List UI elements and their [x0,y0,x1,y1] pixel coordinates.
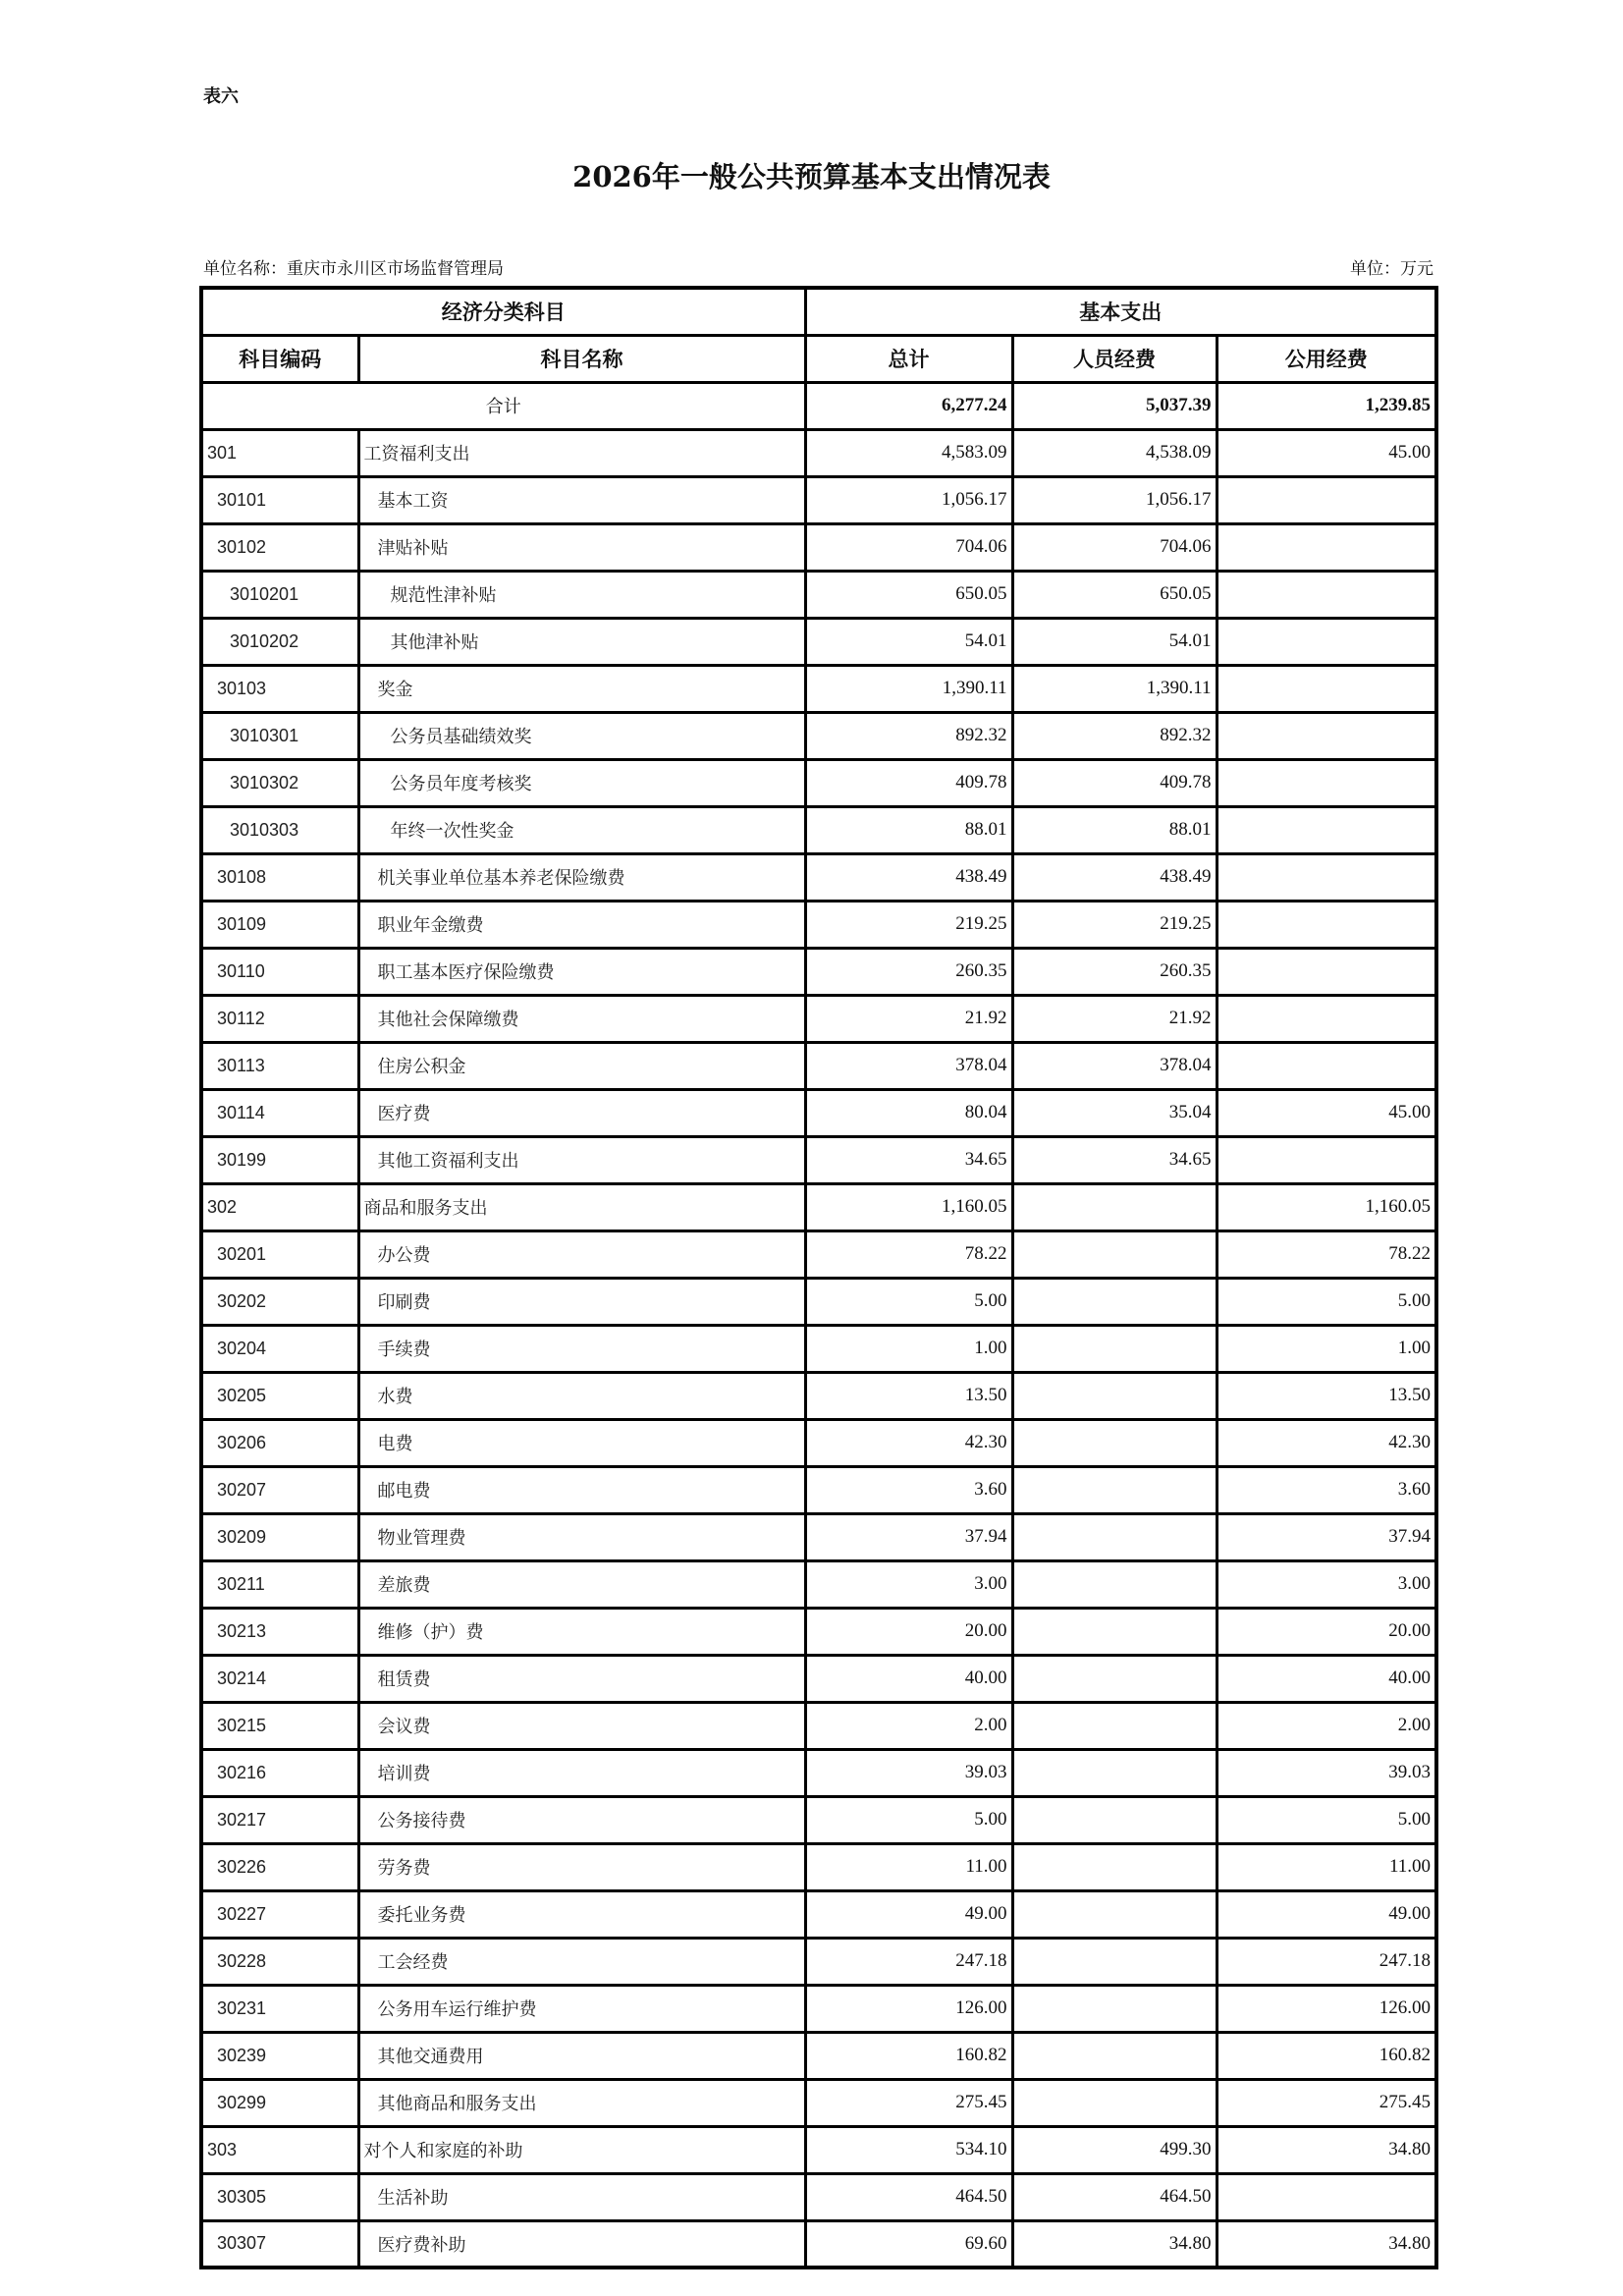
row-public [1217,1042,1436,1089]
header-personnel: 人员经费 [1012,335,1217,382]
row-name: 住房公积金 [358,1042,805,1089]
row-total: 21.92 [805,995,1012,1042]
row-public [1217,2173,1436,2220]
table-row [201,948,1436,995]
row-total: 1,390.11 [805,665,1012,712]
header-econ-class: 经济分类科目 [201,288,805,335]
row-name: 商品和服务支出 [358,1183,805,1230]
row-code: 30202 [201,1278,358,1325]
row-public: 1,160.05 [1217,1183,1436,1230]
unit-name-label: 单位名称：重庆市永川区市场监督管理局 [203,259,504,279]
row-name: 印刷费 [358,1278,805,1325]
table-row [201,2079,1436,2126]
table-row [201,1796,1436,1843]
table-row [201,1749,1436,1796]
row-code: 30217 [201,1796,358,1843]
row-public: 3.00 [1217,1560,1436,1608]
row-name: 医疗费补助 [358,2220,805,2268]
row-code: 3010202 [201,618,358,665]
row-code: 30201 [201,1230,358,1278]
row-code: 30108 [201,853,358,901]
row-public: 247.18 [1217,1938,1436,1985]
row-public: 3.60 [1217,1466,1436,1513]
table-row [201,2032,1436,2079]
row-public: 40.00 [1217,1655,1436,1702]
row-code: 30228 [201,1938,358,1985]
row-name: 规范性津补贴 [358,571,805,618]
row-personnel: 1,390.11 [1012,665,1217,712]
row-total: 438.49 [805,853,1012,901]
row-name: 奖金 [358,665,805,712]
total-label: 合计 [201,382,805,429]
row-public: 34.80 [1217,2220,1436,2268]
row-code: 3010201 [201,571,358,618]
row-total: 892.32 [805,712,1012,759]
row-public [1217,712,1436,759]
row-name: 劳务费 [358,1843,805,1890]
row-code: 30209 [201,1513,358,1560]
row-name: 公务用车运行维护费 [358,1985,805,2032]
table-row [201,1230,1436,1278]
row-total: 247.18 [805,1938,1012,1985]
row-name: 其他工资福利支出 [358,1136,805,1183]
row-personnel: 704.06 [1012,523,1217,571]
row-total: 1,160.05 [805,1183,1012,1230]
table-row [201,1466,1436,1513]
row-code: 30206 [201,1419,358,1466]
row-code: 30214 [201,1655,358,1702]
row-name: 津贴补贴 [358,523,805,571]
row-code: 30102 [201,523,358,571]
row-total: 49.00 [805,1890,1012,1938]
total-row [201,382,1436,429]
row-code: 30103 [201,665,358,712]
row-name: 医疗费 [358,1089,805,1136]
row-name: 职业年金缴费 [358,901,805,948]
row-public: 78.22 [1217,1230,1436,1278]
table-row [201,806,1436,853]
table-row [201,1419,1436,1466]
row-personnel [1012,1938,1217,1985]
row-name: 差旅费 [358,1560,805,1608]
row-code: 3010303 [201,806,358,853]
row-public: 42.30 [1217,1419,1436,1466]
row-name: 其他商品和服务支出 [358,2079,805,2126]
row-name: 手续费 [358,1325,805,1372]
row-personnel [1012,2079,1217,2126]
row-total: 88.01 [805,806,1012,853]
row-public: 49.00 [1217,1890,1436,1938]
row-public: 37.94 [1217,1513,1436,1560]
header-row-group [201,288,1436,335]
row-public: 20.00 [1217,1608,1436,1655]
row-name: 机关事业单位基本养老保险缴费 [358,853,805,901]
row-personnel: 35.04 [1012,1089,1217,1136]
row-personnel: 260.35 [1012,948,1217,995]
row-code: 30204 [201,1325,358,1372]
row-code: 30113 [201,1042,358,1089]
row-public: 45.00 [1217,1089,1436,1136]
row-code: 30213 [201,1608,358,1655]
row-public: 275.45 [1217,2079,1436,2126]
row-public: 160.82 [1217,2032,1436,2079]
row-total: 3.00 [805,1560,1012,1608]
row-total: 80.04 [805,1089,1012,1136]
row-total: 37.94 [805,1513,1012,1560]
row-public: 45.00 [1217,429,1436,476]
row-total: 260.35 [805,948,1012,995]
row-personnel [1012,1985,1217,2032]
table-row [201,712,1436,759]
row-total: 78.22 [805,1230,1012,1278]
row-name: 公务员年度考核奖 [358,759,805,806]
row-code: 3010302 [201,759,358,806]
table-row [201,1325,1436,1372]
table-row [201,665,1436,712]
row-total: 378.04 [805,1042,1012,1089]
row-personnel [1012,1513,1217,1560]
table-row [201,2173,1436,2220]
header-code: 科目编码 [201,335,358,382]
row-total: 13.50 [805,1372,1012,1419]
row-name: 会议费 [358,1702,805,1749]
row-name: 对个人和家庭的补助 [358,2126,805,2173]
table-row [201,1843,1436,1890]
row-name: 水费 [358,1372,805,1419]
row-code: 30226 [201,1843,358,1890]
row-name: 办公费 [358,1230,805,1278]
header-row-columns [201,335,1436,382]
row-personnel: 438.49 [1012,853,1217,901]
row-code: 30205 [201,1372,358,1419]
table-row [201,1183,1436,1230]
row-personnel [1012,1230,1217,1278]
row-total: 275.45 [805,2079,1012,2126]
table-row [201,1042,1436,1089]
row-total: 1.00 [805,1325,1012,1372]
row-name: 年终一次性奖金 [358,806,805,853]
row-public [1217,571,1436,618]
row-total: 126.00 [805,1985,1012,2032]
row-personnel: 4,538.09 [1012,429,1217,476]
row-name: 培训费 [358,1749,805,1796]
row-name: 电费 [358,1419,805,1466]
row-personnel: 21.92 [1012,995,1217,1042]
row-public: 1.00 [1217,1325,1436,1372]
header-total: 总计 [805,335,1012,382]
header-public: 公用经费 [1217,335,1436,382]
total-personnel: 5,037.39 [1012,382,1217,429]
row-code: 30307 [201,2220,358,2268]
unit-info-line [203,254,1434,279]
row-name: 委托业务费 [358,1890,805,1938]
row-total: 54.01 [805,618,1012,665]
row-total: 40.00 [805,1655,1012,1702]
row-code: 302 [201,1183,358,1230]
row-total: 1,056.17 [805,476,1012,523]
row-name: 生活补助 [358,2173,805,2220]
row-personnel: 34.80 [1012,2220,1217,2268]
table-row [201,901,1436,948]
table-row [201,1985,1436,2032]
row-name: 其他交通费用 [358,2032,805,2079]
row-total: 69.60 [805,2220,1012,2268]
table-row [201,1938,1436,1985]
table-row [201,618,1436,665]
table-row [201,853,1436,901]
row-name: 租赁费 [358,1655,805,1702]
row-total: 11.00 [805,1843,1012,1890]
row-total: 5.00 [805,1796,1012,1843]
row-code: 30199 [201,1136,358,1183]
row-personnel [1012,1560,1217,1608]
table-row [201,759,1436,806]
table-row [201,1089,1436,1136]
row-personnel: 409.78 [1012,759,1217,806]
table-row [201,1608,1436,1655]
header-name: 科目名称 [358,335,805,382]
row-public: 126.00 [1217,1985,1436,2032]
row-personnel [1012,1655,1217,1702]
row-public [1217,853,1436,901]
row-personnel: 34.65 [1012,1136,1217,1183]
row-name: 工会经费 [358,1938,805,1985]
table-row [201,1136,1436,1183]
table-row [201,429,1436,476]
row-personnel [1012,1325,1217,1372]
row-personnel [1012,1466,1217,1513]
row-personnel [1012,1749,1217,1796]
row-personnel [1012,1796,1217,1843]
row-personnel: 499.30 [1012,2126,1217,2173]
row-public [1217,948,1436,995]
table-row [201,1655,1436,1702]
row-public: 2.00 [1217,1702,1436,1749]
row-public: 34.80 [1217,2126,1436,2173]
row-name: 职工基本医疗保险缴费 [358,948,805,995]
row-name: 工资福利支出 [358,429,805,476]
row-total: 3.60 [805,1466,1012,1513]
row-name: 其他津补贴 [358,618,805,665]
row-personnel: 1,056.17 [1012,476,1217,523]
row-code: 30101 [201,476,358,523]
row-name: 邮电费 [358,1466,805,1513]
row-name: 维修（护）费 [358,1608,805,1655]
row-personnel: 892.32 [1012,712,1217,759]
row-name: 物业管理费 [358,1513,805,1560]
row-public: 5.00 [1217,1796,1436,1843]
row-public [1217,476,1436,523]
row-total: 4,583.09 [805,429,1012,476]
row-personnel: 88.01 [1012,806,1217,853]
row-public [1217,995,1436,1042]
row-public [1217,523,1436,571]
header-basic-expense: 基本支出 [805,288,1436,335]
row-public [1217,806,1436,853]
row-personnel: 54.01 [1012,618,1217,665]
row-personnel: 464.50 [1012,2173,1217,2220]
table-number-label: 表六 [203,86,239,107]
row-name: 其他社会保障缴费 [358,995,805,1042]
row-total: 534.10 [805,2126,1012,2173]
row-code: 30216 [201,1749,358,1796]
table-row [201,1278,1436,1325]
row-personnel [1012,1890,1217,1938]
budget-table [199,286,1438,2269]
row-name: 公务员基础绩效奖 [358,712,805,759]
row-total: 34.65 [805,1136,1012,1183]
row-total: 650.05 [805,571,1012,618]
table-row [201,571,1436,618]
row-personnel [1012,1183,1217,1230]
row-code: 30215 [201,1702,358,1749]
row-total: 160.82 [805,2032,1012,2079]
table-row [201,1560,1436,1608]
row-personnel [1012,1278,1217,1325]
row-code: 303 [201,2126,358,2173]
row-personnel: 378.04 [1012,1042,1217,1089]
row-public: 13.50 [1217,1372,1436,1419]
row-name: 基本工资 [358,476,805,523]
page-title: 2026年一般公共预算基本支出情况表 [572,160,1051,193]
table-row [201,1372,1436,1419]
table-row [201,1513,1436,1560]
row-personnel [1012,1419,1217,1466]
table-row [201,1702,1436,1749]
row-code: 30227 [201,1890,358,1938]
row-name: 公务接待费 [358,1796,805,1843]
row-total: 42.30 [805,1419,1012,1466]
table-row [201,2220,1436,2268]
row-total: 5.00 [805,1278,1012,1325]
row-total: 20.00 [805,1608,1012,1655]
currency-unit-label: 单位：万元 [1350,259,1434,279]
row-total: 219.25 [805,901,1012,948]
table-row [201,1890,1436,1938]
row-public: 11.00 [1217,1843,1436,1890]
row-total: 2.00 [805,1702,1012,1749]
row-personnel [1012,1372,1217,1419]
row-personnel [1012,1702,1217,1749]
row-code: 30109 [201,901,358,948]
table-row [201,995,1436,1042]
table-row [201,476,1436,523]
total-total: 6,277.24 [805,382,1012,429]
total-public: 1,239.85 [1217,382,1436,429]
row-total: 464.50 [805,2173,1012,2220]
row-personnel: 219.25 [1012,901,1217,948]
table-row [201,2126,1436,2173]
row-public: 39.03 [1217,1749,1436,1796]
row-total: 39.03 [805,1749,1012,1796]
row-public [1217,759,1436,806]
row-code: 301 [201,429,358,476]
row-total: 704.06 [805,523,1012,571]
table-row [201,523,1436,571]
row-personnel [1012,2032,1217,2079]
row-code: 30207 [201,1466,358,1513]
row-code: 30305 [201,2173,358,2220]
row-code: 30110 [201,948,358,995]
row-personnel [1012,1608,1217,1655]
row-public [1217,618,1436,665]
row-code: 30231 [201,1985,358,2032]
row-public [1217,665,1436,712]
row-code: 30114 [201,1089,358,1136]
row-public: 5.00 [1217,1278,1436,1325]
row-total: 409.78 [805,759,1012,806]
row-code: 30239 [201,2032,358,2079]
row-public [1217,1136,1436,1183]
row-public [1217,901,1436,948]
row-personnel: 650.05 [1012,571,1217,618]
row-personnel [1012,1843,1217,1890]
row-code: 30211 [201,1560,358,1608]
row-code: 30112 [201,995,358,1042]
row-code: 3010301 [201,712,358,759]
row-code: 30299 [201,2079,358,2126]
